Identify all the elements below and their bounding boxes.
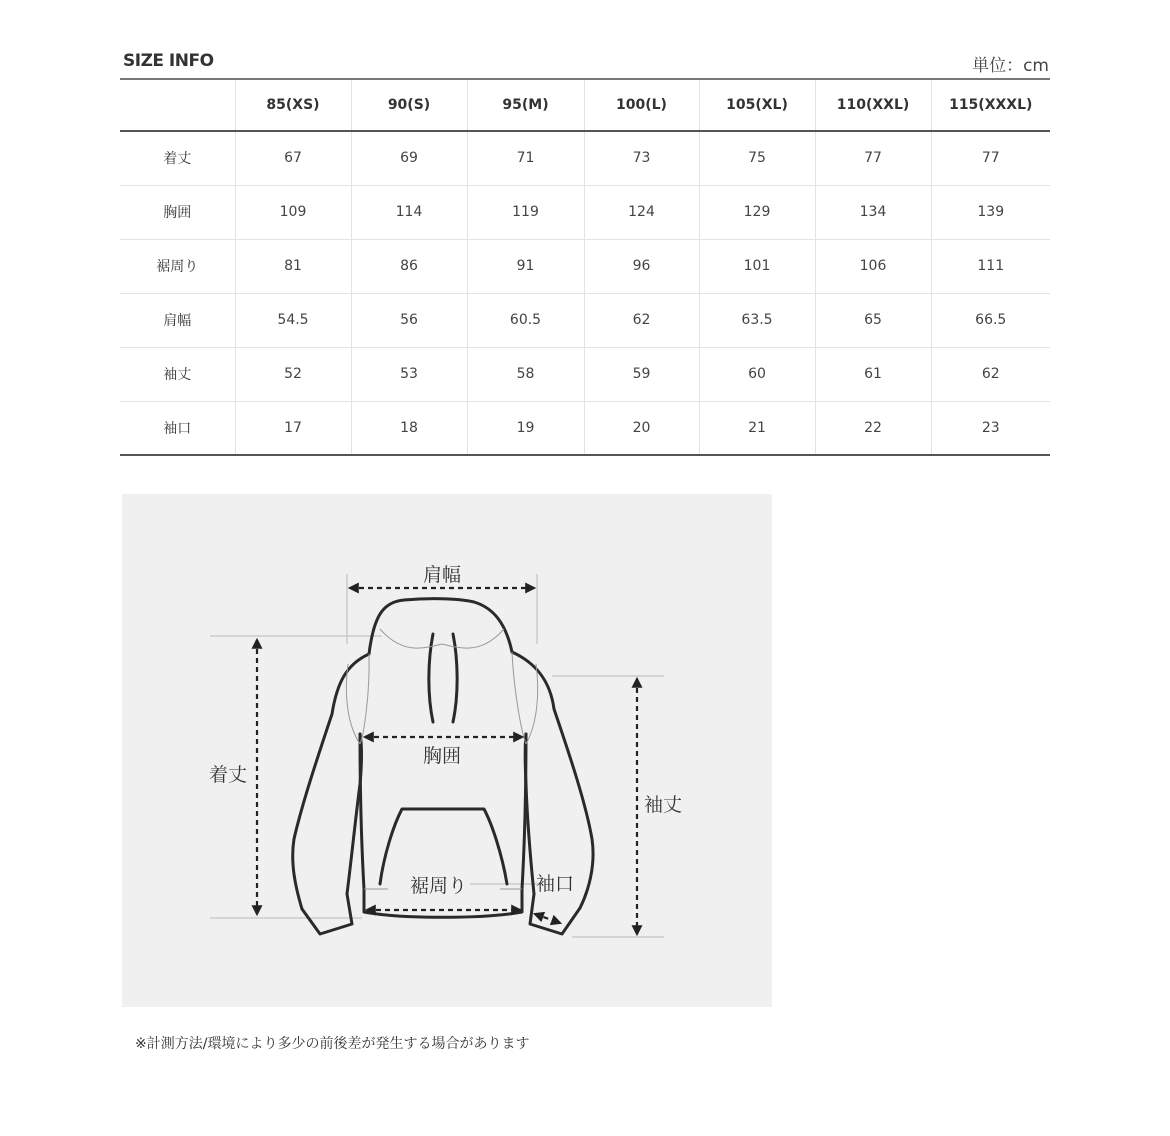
table-cell: 73 [584, 131, 699, 185]
row-label: 袖口 [120, 401, 235, 455]
table-cell: 106 [815, 239, 931, 293]
table-cell: 96 [584, 239, 699, 293]
row-label: 裾周り [120, 239, 235, 293]
row-label: 袖丈 [120, 347, 235, 401]
table-cell: 66.5 [975, 312, 1007, 328]
table-row [120, 239, 1050, 293]
table-cell: 91 [467, 239, 584, 293]
header-cell-s: 90(S) [351, 79, 467, 131]
row-label: 肩幅 [120, 293, 235, 347]
label-body-length: 着丈 [209, 764, 248, 786]
table-cell: 119 [467, 185, 584, 239]
measurement-diagram [122, 494, 772, 1007]
header-cell-xxxl: 115(XXXL) [949, 97, 1033, 113]
table-cell: 22 [815, 401, 931, 455]
table-cell: 17 [235, 401, 351, 455]
table-cell: 61 [815, 347, 931, 401]
table-cell: 77 [981, 150, 1000, 167]
label-cuff: 袖口 [536, 873, 575, 895]
table-cell: 81 [235, 239, 351, 293]
table-cell: 109 [235, 185, 351, 239]
size-info-title: SIZE INFO [123, 51, 214, 71]
table-cell: 20 [584, 401, 699, 455]
table-cell: 69 [351, 131, 467, 185]
header-cell-empty [120, 79, 235, 131]
table-cell: 124 [584, 185, 699, 239]
table-cell: 71 [467, 131, 584, 185]
size-table [120, 78, 1050, 456]
table-cell: 67 [235, 131, 351, 185]
table-cell: 129 [699, 185, 815, 239]
table-cell: 52 [235, 347, 351, 401]
unit-label: 単位：cm [972, 56, 1049, 76]
table-cell: 139 [977, 204, 1005, 220]
table-header-row [120, 79, 1050, 131]
table-cell: 134 [815, 185, 931, 239]
table-cell: 53 [351, 347, 467, 401]
label-hem-width: 裾周り [410, 875, 468, 897]
row-label: 胸囲 [120, 185, 235, 239]
table-row [120, 185, 1050, 239]
label-sleeve-length: 袖丈 [644, 794, 683, 816]
table-cell: 114 [351, 185, 467, 239]
table-row [120, 131, 1050, 185]
row-label: 着丈 [120, 131, 235, 185]
table-row [120, 347, 1050, 401]
table-cell: 65 [815, 293, 931, 347]
table-cell: 111 [977, 258, 1005, 274]
table-cell: 59 [584, 347, 699, 401]
table-cell: 23 [981, 419, 1000, 436]
header-cell-xl: 105(XL) [699, 79, 815, 131]
table-cell: 54.5 [235, 293, 351, 347]
label-shoulder-width: 肩幅 [423, 564, 462, 586]
table-cell: 77 [815, 131, 931, 185]
table-cell: 63.5 [699, 293, 815, 347]
header-cell-l: 100(L) [584, 79, 699, 131]
table-row [120, 293, 1050, 347]
measurement-footnote: ※計測方法/環境により多少の前後差が発生する場合があります [135, 1036, 530, 1052]
header-cell-m: 95(M) [467, 79, 584, 131]
table-cell: 56 [351, 293, 467, 347]
table-cell: 21 [699, 401, 815, 455]
table-cell: 62 [981, 366, 1000, 382]
table-cell: 19 [467, 401, 584, 455]
table-cell: 60 [699, 347, 815, 401]
label-chest: 胸囲 [423, 745, 462, 767]
table-cell: 18 [351, 401, 467, 455]
table-cell: 101 [699, 239, 815, 293]
table-cell: 58 [467, 347, 584, 401]
header-cell-xs: 85(XS) [235, 79, 351, 131]
table-cell: 62 [584, 293, 699, 347]
table-cell: 60.5 [467, 293, 584, 347]
table-row [120, 401, 1050, 455]
table-cell: 86 [351, 239, 467, 293]
table-cell: 75 [699, 131, 815, 185]
header-cell-xxl: 110(XXL) [815, 79, 931, 131]
